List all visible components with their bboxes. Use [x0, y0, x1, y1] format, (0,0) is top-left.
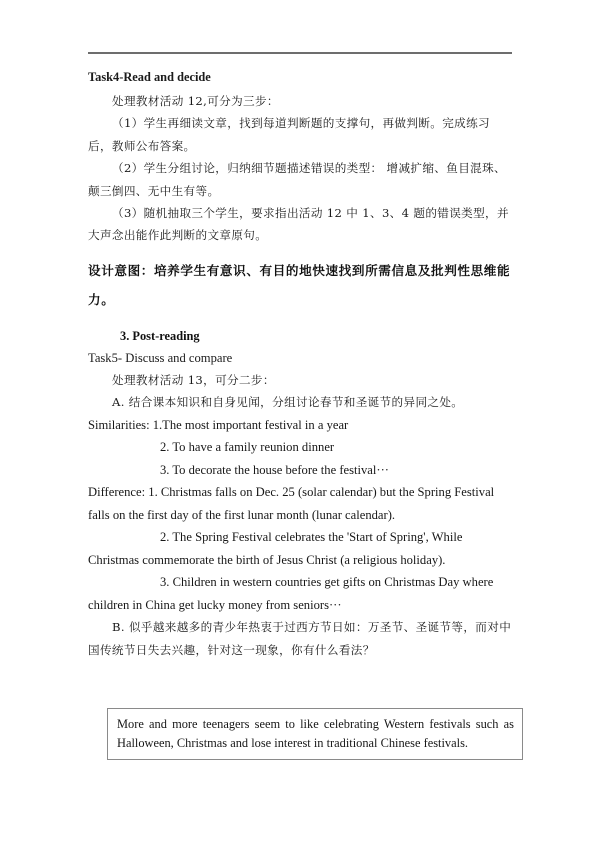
task4-heading: Task4-Read and decide [88, 70, 211, 84]
task5-item-a: A. 结合课本知识和自身见闻，分组讨论春节和圣诞节的异同之处。 [112, 395, 464, 410]
task5-item-b: B. 似乎越来越多的青少年热衷于过西方节日如：万圣节、圣诞节等，而对中国传统节日失去兴趣，针对这一现象，你有什么看法？ [88, 620, 512, 657]
difference-item-1: 1. Christmas falls on Dec. 25 (solar calendar) but the Spring Festival falls on the first day of the first lunar month (lunar calendar). [88, 485, 498, 522]
sample-answer-box [107, 708, 523, 760]
similarities-item-1: 1.The most important festival in a year [152, 417, 349, 432]
spacer [88, 247, 512, 256]
difference-label: Difference: [88, 485, 146, 500]
sample-answer-text: More and more teenagers seem to like celebrating Western festivals such as Halloween, Christmas and lose interest in traditional Chinese festivals. [117, 717, 514, 750]
header-divider [88, 52, 512, 54]
difference-line-1 [88, 481, 512, 526]
task5-heading: Task5- Discuss and compare [88, 350, 233, 365]
task5-intro: 处理教材活动 13，可分二步： [112, 372, 275, 387]
task4-step-2: （2）学生分组讨论，归纳细节题描述错误的类型： 增减扩缩、鱼目混珠、颠三倒四、无中生有等。 [88, 161, 506, 198]
difference-item-2: 2. The Spring Festival celebrates the 'Start of Spring', While Christmas commemorate the birth of Jesus Christ (a religious holiday). [88, 530, 466, 567]
design-intent-paragraph: 设计意图：培养学生有意识、有目的地快速找到所需信息及批判性思维能力。 [88, 262, 511, 307]
similarities-item-3: 3. To decorate the house before the festival··· [160, 462, 389, 477]
similarities-line-1 [88, 414, 512, 437]
difference-item-3: 3. Children in western countries get gifts on Christmas Day where children in China get lucky money from seniors··· [88, 575, 497, 612]
task4-intro: 处理教材活动 12,可分为三步： [112, 94, 279, 108]
task4-step-1: （1）学生再细读文章，找到每道判断题的支撑句，再做判断。完成练习后，教师公布答案。 [88, 116, 490, 153]
document-body [88, 66, 512, 661]
similarities-label: Similarities: [88, 417, 150, 432]
post-reading-heading: 3. Post-reading [120, 328, 200, 343]
similarities-item-2: 2. To have a family reunion dinner [160, 440, 335, 455]
task4-step-3: （3）随机抽取三个学生，要求指出活动 12 中 1、3、4 题的错误类型，并大声念出能作此判断的文章原句。 [88, 206, 509, 243]
